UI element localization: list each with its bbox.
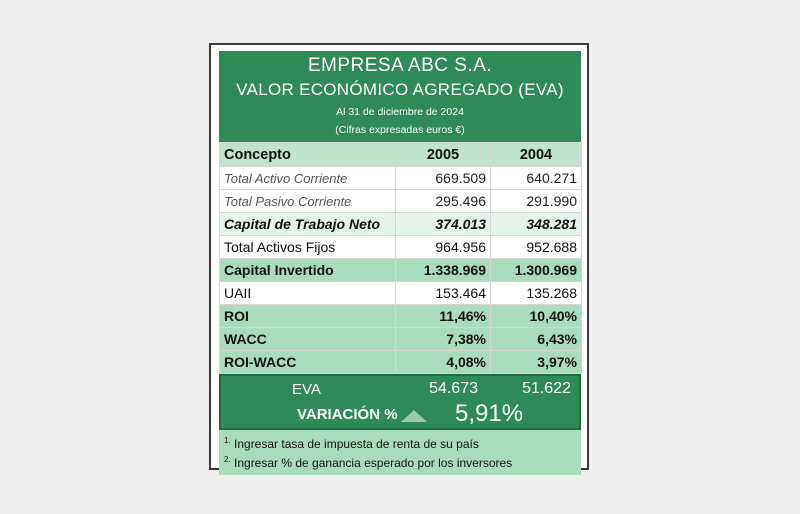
table-row (220, 190, 582, 213)
cell-2005: 1.338.969 (396, 259, 491, 282)
eva-table (219, 142, 582, 374)
currency-note: (Cifras expresadas euros €) (335, 124, 465, 136)
cell-2005: 7,38% (396, 328, 491, 351)
cell-2004: 10,40% (491, 305, 582, 328)
cell-2005: 153.464 (396, 282, 491, 305)
table-row (220, 282, 582, 305)
cell-2005: 669.509 (396, 167, 491, 190)
footnote-2-text: Ingresar % de ganancia esperado por los inversores (230, 456, 513, 470)
eva-sheet (219, 51, 581, 475)
cell-2004: 3,97% (491, 351, 582, 374)
cell-2004: 348.281 (491, 213, 582, 236)
eva-value-2005: 54.673 (429, 380, 478, 397)
cell-2005: 11,46% (396, 305, 491, 328)
table-row (220, 328, 582, 351)
table-row (220, 167, 582, 190)
eva-label: EVA (292, 381, 321, 398)
footnote-1-text: Ingresar tasa de impuesta de renta de su país (230, 437, 479, 451)
cell-2005: 4,08% (396, 351, 491, 374)
eva-summary (219, 374, 581, 430)
cell-2004: 6,43% (491, 328, 582, 351)
row-label: Capital de Trabajo Neto (220, 213, 396, 236)
footnote-1-number: 1. (224, 436, 231, 445)
variation-label: VARIACIÓN % (297, 406, 398, 423)
col-header-concept: Concepto (220, 143, 396, 167)
eva-value-2004: 51.622 (522, 380, 571, 397)
cell-2004: 1.300.969 (491, 259, 582, 282)
row-label: UAII (220, 282, 396, 305)
cell-2004: 952.688 (491, 236, 582, 259)
table-header-row (220, 143, 582, 167)
report-header (219, 51, 581, 142)
footnotes (219, 430, 581, 475)
cell-2005: 295.496 (396, 190, 491, 213)
row-label: ROI (220, 305, 396, 328)
table-row (220, 351, 582, 374)
company-name: EMPRESA ABC S.A. (307, 55, 493, 76)
row-label: Total Pasivo Corriente (220, 190, 396, 213)
footnote-2 (224, 455, 512, 470)
table-row (220, 213, 582, 236)
table-row (220, 305, 582, 328)
col-header-2004: 2004 (491, 143, 582, 167)
row-label: Total Activos Fijos (220, 236, 396, 259)
report-date: Al 31 de diciembre de 2024 (336, 106, 464, 118)
report-title: VALOR ECONÓMICO AGREGADO (EVA) (236, 80, 564, 99)
cell-2004: 291.990 (491, 190, 582, 213)
table-row (220, 259, 582, 282)
table-row (220, 236, 582, 259)
cell-2005: 374.013 (396, 213, 491, 236)
cell-2004: 135.268 (491, 282, 582, 305)
row-label: WACC (220, 328, 396, 351)
row-label: Capital Invertido (220, 259, 396, 282)
footnote-1 (224, 436, 479, 451)
row-label: Total Activo Corriente (220, 167, 396, 190)
row-label: ROI-WACC (220, 351, 396, 374)
footnote-2-number: 2. (224, 455, 231, 464)
col-header-2005: 2005 (396, 143, 491, 167)
cell-2005: 964.956 (396, 236, 491, 259)
variation-value: 5,91% (455, 400, 524, 427)
report-frame (209, 43, 589, 470)
cell-2004: 640.271 (491, 167, 582, 190)
up-triangle-icon (401, 410, 427, 422)
